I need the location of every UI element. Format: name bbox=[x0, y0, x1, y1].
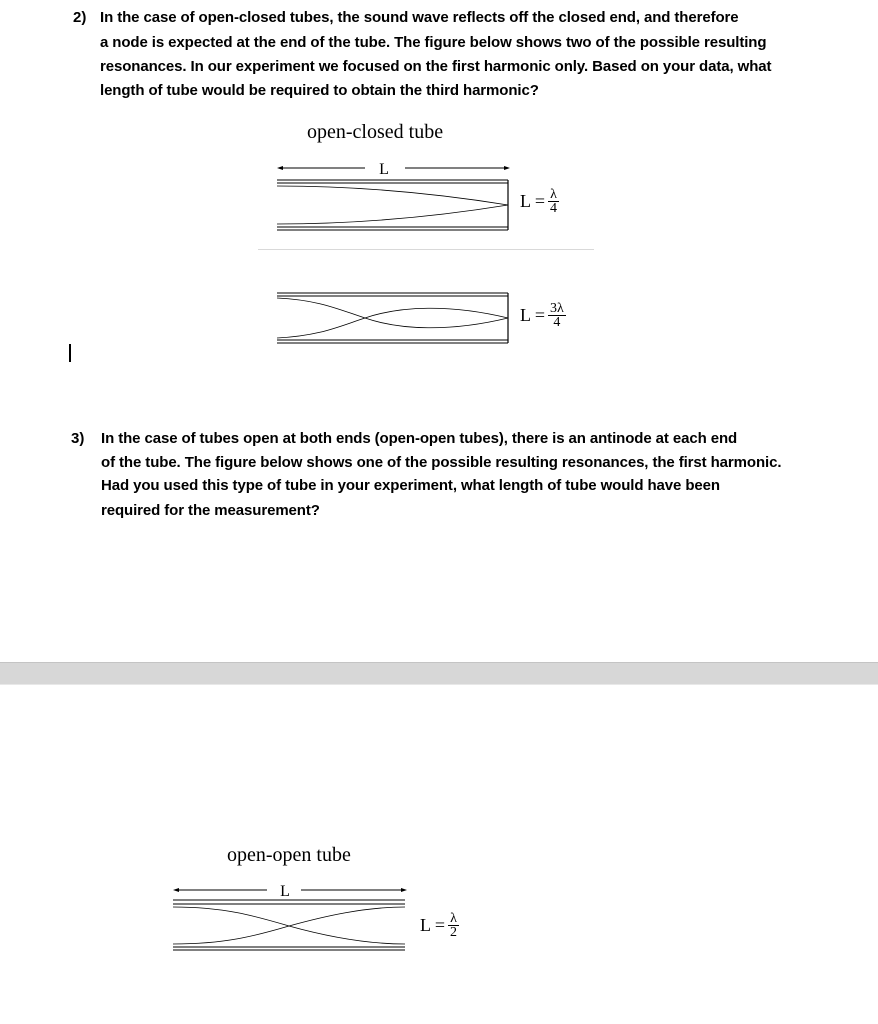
open-open-figure-title: open-open tube bbox=[227, 844, 351, 866]
page-break bbox=[0, 662, 878, 685]
question-2-line: a node is expected at the end of the tube. The figure below shows two of the possible resulting bbox=[100, 34, 767, 51]
fraction-denominator: 4 bbox=[549, 201, 557, 216]
first-harmonic-formula bbox=[520, 188, 559, 215]
formula-lhs: L = bbox=[520, 191, 545, 211]
fraction-denominator: 4 bbox=[553, 315, 561, 330]
question-2-number: 2) bbox=[73, 9, 87, 26]
open-closed-tube-first-harmonic bbox=[270, 158, 520, 238]
formula-fraction bbox=[548, 302, 566, 329]
wave-envelope-lower bbox=[277, 308, 508, 338]
figure-divider bbox=[258, 249, 594, 250]
open-closed-figure-title: open-closed tube bbox=[307, 121, 444, 143]
question-3-line: required for the measurement? bbox=[101, 502, 320, 519]
length-label: L bbox=[379, 161, 389, 178]
wave-envelope-upper bbox=[277, 298, 508, 328]
question-2-line: In the case of open-closed tubes, the sound wave reflects off the closed end, and therefore bbox=[100, 9, 739, 26]
wave-envelope-lower bbox=[173, 907, 405, 944]
fraction-denominator: 2 bbox=[449, 925, 457, 940]
arrow-head-right bbox=[504, 166, 510, 170]
wave-envelope-lower bbox=[277, 205, 508, 224]
open-closed-tube-third-harmonic bbox=[270, 288, 520, 348]
open-open-tube-first-harmonic bbox=[165, 880, 415, 960]
question-3-line: of the tube. The figure below shows one of the possible resulting resonances, the first harmonic. bbox=[101, 454, 782, 471]
fraction-numerator: λ bbox=[550, 187, 557, 202]
formula-lhs: L = bbox=[520, 305, 545, 325]
question-3-line: Had you used this type of tube in your experiment, what length of tube would have been bbox=[101, 477, 720, 494]
formula-lhs: L = bbox=[420, 915, 445, 935]
open-open-formula bbox=[420, 912, 459, 939]
formula-fraction bbox=[448, 912, 459, 939]
formula-fraction bbox=[548, 188, 559, 215]
question-2-line: resonances. In our experiment we focused on the first harmonic only. Based on your data, what bbox=[100, 58, 772, 75]
question-3-number: 3) bbox=[71, 430, 85, 447]
third-harmonic-formula bbox=[520, 302, 566, 329]
arrow-head-left bbox=[277, 166, 283, 170]
fraction-numerator: λ bbox=[450, 911, 457, 926]
arrow-head-right bbox=[401, 888, 407, 892]
wave-envelope-upper bbox=[277, 186, 508, 205]
question-2-line: length of tube would be required to obtain the third harmonic? bbox=[100, 82, 539, 99]
length-label: L bbox=[280, 883, 290, 900]
text-cursor[interactable] bbox=[69, 344, 71, 362]
question-3-line: In the case of tubes open at both ends (open-open tubes), there is an antinode at each end bbox=[101, 430, 738, 447]
arrow-head-left bbox=[173, 888, 179, 892]
fraction-numerator: 3λ bbox=[549, 301, 564, 316]
wave-envelope-upper bbox=[173, 907, 405, 944]
